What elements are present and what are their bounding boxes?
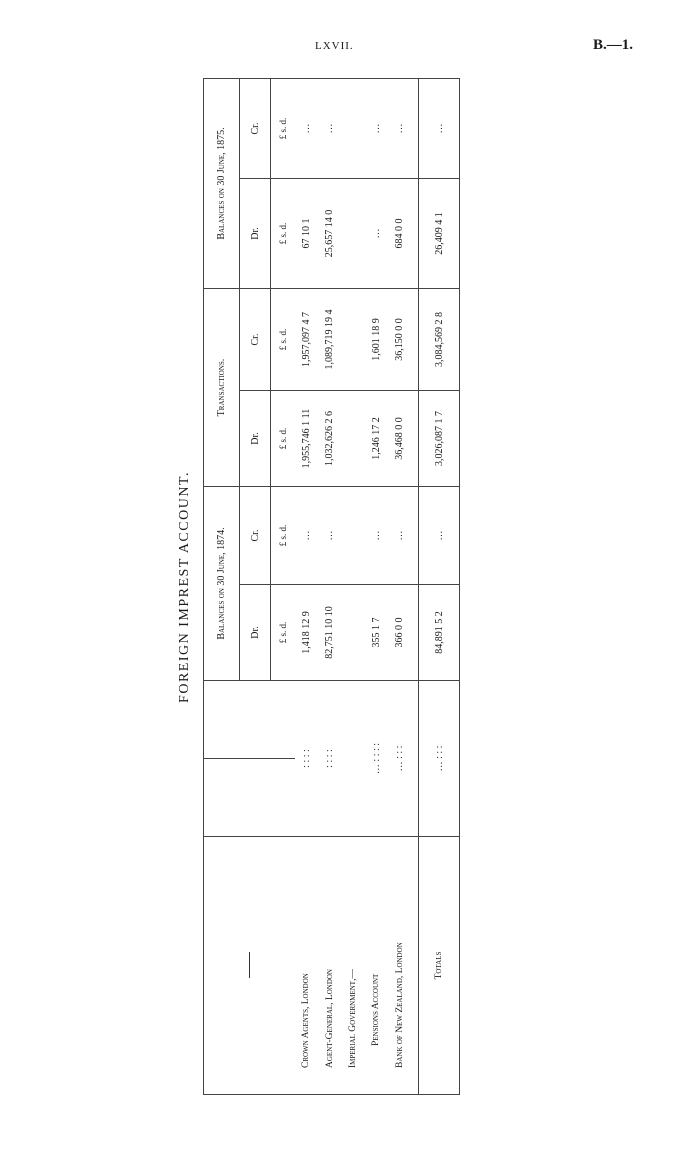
cell-trans-dr: 1,246 17 2 (365, 391, 388, 487)
totals-row (419, 79, 460, 1095)
col-dr-1875: Dr. (240, 179, 271, 289)
total-bal74-cr: … (419, 487, 460, 585)
label-column-header (204, 837, 295, 1095)
leaders-column-header (204, 681, 295, 759)
cell-bal75-dr: 67 10 1 (295, 179, 318, 289)
cell-trans-dr (341, 391, 364, 487)
cell-bal75-dr: 684 0 0 (388, 179, 411, 289)
header-dash (249, 953, 250, 979)
col-cr-1875: Cr. (240, 79, 271, 179)
total-bal74-dr: 84,891 5 2 (419, 585, 460, 681)
table-row (341, 79, 364, 1095)
table-row (318, 79, 341, 1095)
cell-bal74-cr: … (365, 487, 388, 585)
cell-bal75-cr: … (318, 79, 341, 179)
row-leaders: … : : : (388, 681, 411, 837)
row-label: Imperial Government,— (341, 837, 364, 1095)
row-label: Bank of New Zealand, London (388, 837, 411, 1095)
cell-bal74-dr: 366 0 0 (388, 585, 411, 681)
cell-bal74-cr: … (295, 487, 318, 585)
col-cr-1874: Cr. (240, 487, 271, 585)
rotated-table-container (177, 79, 460, 1095)
units-label: £ s. d. (271, 179, 295, 289)
cell-trans-dr: 1,955,746 1 11 (295, 391, 318, 487)
totals-leaders: … : : : (419, 681, 460, 837)
total-trans-cr: 3,084,569 2 8 (419, 289, 460, 391)
cell-bal74-cr (341, 487, 364, 585)
row-leaders: … : : : : (365, 681, 388, 837)
totals-label: Totals (419, 837, 460, 1095)
cell-trans-cr: 36,150 0 0 (388, 289, 411, 391)
units-label: £ s. d. (271, 289, 295, 391)
row-leaders: : : : : (295, 681, 318, 837)
cell-trans-cr (341, 289, 364, 391)
cell-bal75-cr: … (365, 79, 388, 179)
table-row (388, 79, 411, 1095)
table-row (365, 79, 388, 1095)
cell-trans-dr: 1,032,626 2 6 (318, 391, 341, 487)
cell-bal75-cr (341, 79, 364, 179)
page-number: LXVII. (315, 40, 354, 52)
units-label: £ s. d. (271, 487, 295, 585)
cell-bal74-dr (341, 585, 364, 681)
cell-bal75-dr: … (365, 179, 388, 289)
row-label: Pensions Account (365, 837, 388, 1095)
group-balances-1875: Balances on 30 June, 1875. (204, 79, 240, 289)
cell-bal75-cr: … (295, 79, 318, 179)
cell-trans-cr: 1,957,097 4 7 (295, 289, 318, 391)
row-leaders (341, 681, 364, 837)
cell-bal74-cr: … (318, 487, 341, 585)
table-row (295, 79, 318, 1095)
cell-bal74-cr: … (388, 487, 411, 585)
col-cr-trans: Cr. (240, 289, 271, 391)
group-transactions: Transactions. (204, 289, 240, 487)
cell-trans-dr: 36,468 0 0 (388, 391, 411, 487)
cell-bal75-dr: 25,657 14 0 (318, 179, 341, 289)
cell-bal75-cr: … (388, 79, 411, 179)
row-label: Agent-General, London (318, 837, 341, 1095)
units-label: £ s. d. (271, 79, 295, 179)
units-label: £ s. d. (271, 585, 295, 681)
units-label: £ s. d. (271, 391, 295, 487)
row-label: Crown Agents, London (295, 837, 318, 1095)
leaders-column-header (204, 759, 295, 837)
cell-bal75-dr (341, 179, 364, 289)
cell-trans-cr: 1,089,719 19 4 (318, 289, 341, 391)
cell-bal74-dr: 355 1 7 (365, 585, 388, 681)
total-bal75-dr: 26,409 4 1 (419, 179, 460, 289)
group-balances-1874: Balances on 30 June, 1874. (204, 487, 240, 681)
group-header-row (204, 79, 240, 1095)
table-title: FOREIGN IMPREST ACCOUNT. (177, 471, 192, 703)
cell-trans-cr: 1,601 18 9 (365, 289, 388, 391)
cell-bal74-dr: 82,751 10 10 (318, 585, 341, 681)
col-dr-1874: Dr. (240, 585, 271, 681)
spacer-row (411, 79, 419, 1095)
foreign-imprest-table (203, 78, 460, 1095)
col-dr-trans: Dr. (240, 391, 271, 487)
cell-bal74-dr: 1,418 12 9 (295, 585, 318, 681)
total-bal75-cr: … (419, 79, 460, 179)
row-leaders: : : : : (318, 681, 341, 837)
document-reference: B.—1. (593, 37, 634, 53)
total-trans-dr: 3,026,087 1 7 (419, 391, 460, 487)
